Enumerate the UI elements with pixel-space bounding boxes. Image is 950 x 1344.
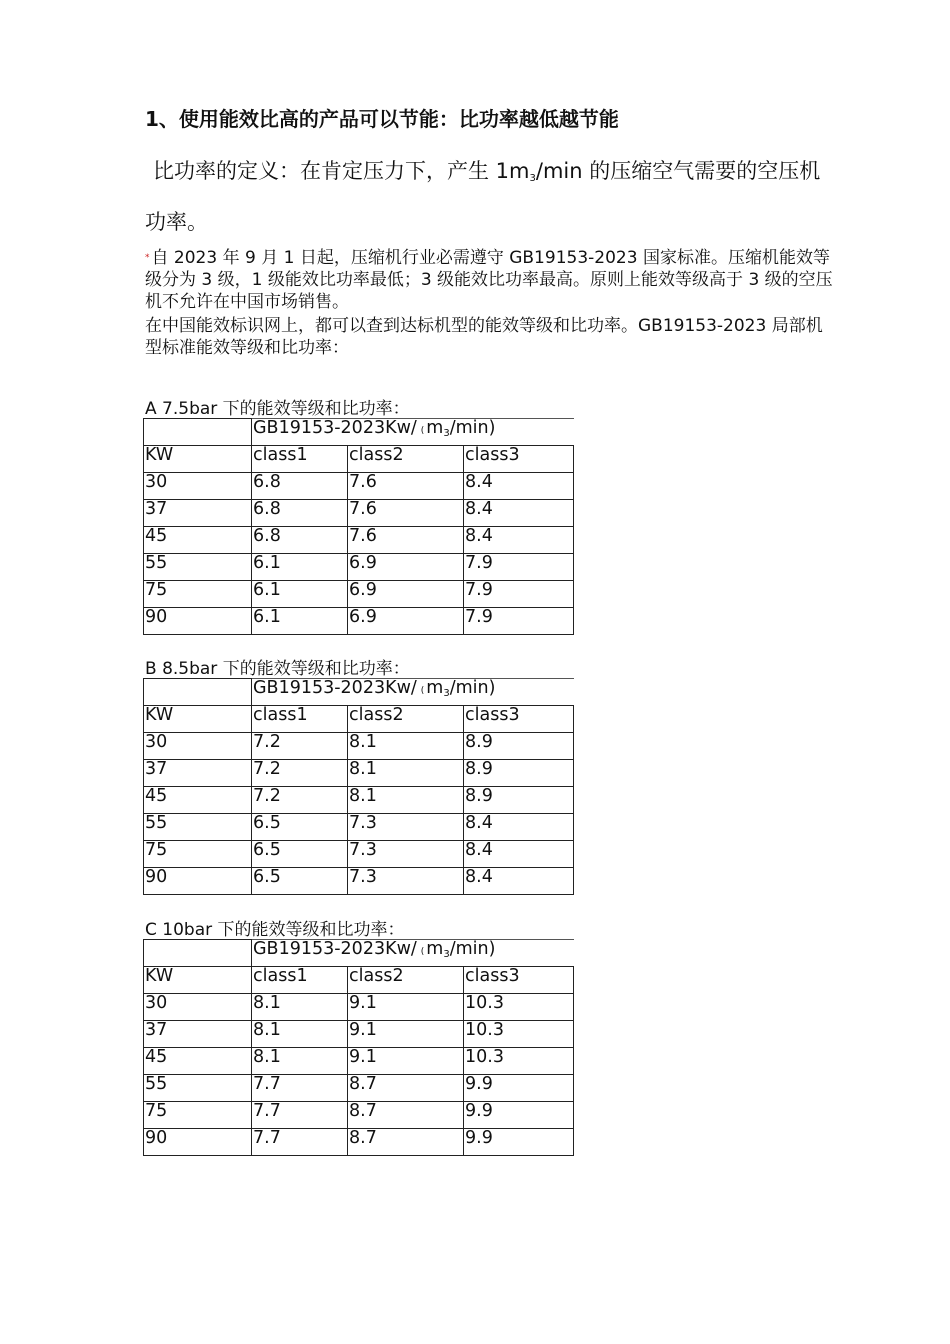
cell: 8.7 [348,1102,464,1129]
cell: 6.9 [348,608,464,635]
table-header-unit: GB19153-2023Kw/ ( m3/min) [252,679,574,706]
table-row [144,581,574,608]
cell: 6.9 [348,554,464,581]
definition-before: 比功率的定义：在肯定压力下，产生 1m [153,159,530,183]
cell-kw: 30 [144,733,252,760]
cell-kw: 30 [144,994,252,1021]
cell: 8.4 [464,473,574,500]
cell: 7.6 [348,500,464,527]
column-class2: class2 [348,446,464,473]
table-header-empty [144,679,252,706]
table-row [144,1102,574,1129]
cell: 7.9 [464,581,574,608]
table-column-row [144,446,574,473]
cell: 6.8 [252,473,348,500]
column-class2: class2 [348,967,464,994]
table-row [144,733,574,760]
cell: 6.1 [252,608,348,635]
table-c [143,939,574,1156]
table-row [144,814,574,841]
table-header-row [144,679,574,706]
cell: 7.3 [348,868,464,895]
table-b [143,678,574,895]
table-header-empty [144,940,252,967]
table-row [144,1129,574,1156]
cell: 9.9 [464,1102,574,1129]
cell: 9.9 [464,1129,574,1156]
cell: 7.2 [252,733,348,760]
cell: 10.3 [464,1048,574,1075]
cell-kw: 55 [144,1075,252,1102]
cell: 7.9 [464,608,574,635]
cell: 8.7 [348,1075,464,1102]
note-line-2: 在中国能效标识网上，都可以查到达标机型的能效等级和比功率。GB19153-2023 局部机型标准能效等级和比功率： [145,316,823,358]
definition-after: /min 的压缩空气需要的空压机功率。 [145,159,821,234]
cell: 8.7 [348,1129,464,1156]
cell-kw: 90 [144,608,252,635]
cell: 6.1 [252,581,348,608]
table-row [144,500,574,527]
table-a-title: A 7.5bar 下的能效等级和比功率： [145,399,410,419]
cell: 6.1 [252,554,348,581]
cell-kw: 55 [144,814,252,841]
cell-kw: 37 [144,500,252,527]
cell: 8.1 [252,1048,348,1075]
table-row [144,608,574,635]
table-c-title: C 10bar 下的能效等级和比功率： [145,920,405,940]
cell-kw: 75 [144,581,252,608]
cell-kw: 90 [144,868,252,895]
cell: 8.1 [252,994,348,1021]
column-kw: KW [144,446,252,473]
cell: 8.1 [348,733,464,760]
cell: 8.4 [464,500,574,527]
table-row [144,787,574,814]
cell: 7.6 [348,527,464,554]
cell: 6.5 [252,841,348,868]
table-row [144,473,574,500]
cell: 8.1 [348,760,464,787]
cell: 10.3 [464,1021,574,1048]
cell: 7.2 [252,760,348,787]
cell: 9.1 [348,1048,464,1075]
table-a [143,418,574,635]
column-class3: class3 [464,446,574,473]
column-class1: class1 [252,706,348,733]
cell-kw: 30 [144,473,252,500]
cell-kw: 75 [144,1102,252,1129]
table-row [144,868,574,895]
cell: 9.1 [348,994,464,1021]
cell: 7.7 [252,1075,348,1102]
column-class2: class2 [348,706,464,733]
table-row [144,760,574,787]
standard-note [145,247,835,359]
table-row [144,841,574,868]
cell: 6.8 [252,500,348,527]
table-header-unit: GB19153-2023Kw/ ( m3/min) [252,419,574,446]
table-header-row [144,940,574,967]
table-row [144,554,574,581]
table-row [144,994,574,1021]
cell: 10.3 [464,994,574,1021]
table-header-row [144,419,574,446]
cell: 7.3 [348,814,464,841]
cell: 8.4 [464,527,574,554]
table-row [144,1075,574,1102]
table-header-unit: GB19153-2023Kw/ ( m3/min) [252,940,574,967]
column-class3: class3 [464,706,574,733]
column-class1: class1 [252,967,348,994]
cell: 7.7 [252,1102,348,1129]
definition-paragraph [145,148,835,246]
cell-kw: 75 [144,841,252,868]
cell: 8.4 [464,841,574,868]
cell: 8.4 [464,868,574,895]
table-b-title: B 8.5bar 下的能效等级和比功率： [145,659,410,679]
cell-kw: 45 [144,1048,252,1075]
cell-kw: 37 [144,1021,252,1048]
cell: 8.1 [252,1021,348,1048]
note-line-1: 自 2023 年 9 月 1 日起，压缩机行业必需遵守 GB19153-2023 国家标准。压缩机能效等级分为 3 级，1 级能效比功率最低；3 级能效比功率最高。原则上能效等级高于 3 级的空压机不允许在中国市场销售。 [145,248,833,312]
cell: 8.9 [464,760,574,787]
cell: 9.9 [464,1075,574,1102]
column-class3: class3 [464,967,574,994]
cell: 8.9 [464,733,574,760]
cell-kw: 55 [144,554,252,581]
note-star: * [145,253,150,263]
cell-kw: 90 [144,1129,252,1156]
cell: 8.4 [464,814,574,841]
cell: 7.7 [252,1129,348,1156]
cell: 8.1 [348,787,464,814]
cell-kw: 37 [144,760,252,787]
table-column-row [144,706,574,733]
cell: 6.8 [252,527,348,554]
page-heading: 1、使用能效比高的产品可以节能：比功率越低越节能 [145,107,619,131]
cell: 7.6 [348,473,464,500]
column-class1: class1 [252,446,348,473]
cell: 7.3 [348,841,464,868]
cell: 7.9 [464,554,574,581]
cell: 8.9 [464,787,574,814]
cell-kw: 45 [144,527,252,554]
cell: 9.1 [348,1021,464,1048]
cell: 6.5 [252,868,348,895]
cell: 6.5 [252,814,348,841]
table-row [144,1048,574,1075]
cell: 6.9 [348,581,464,608]
table-row [144,1021,574,1048]
column-kw: KW [144,706,252,733]
table-row [144,527,574,554]
table-column-row [144,967,574,994]
table-header-empty [144,419,252,446]
column-kw: KW [144,967,252,994]
cell: 7.2 [252,787,348,814]
cell-kw: 45 [144,787,252,814]
definition-subscript: 3 [529,173,536,184]
